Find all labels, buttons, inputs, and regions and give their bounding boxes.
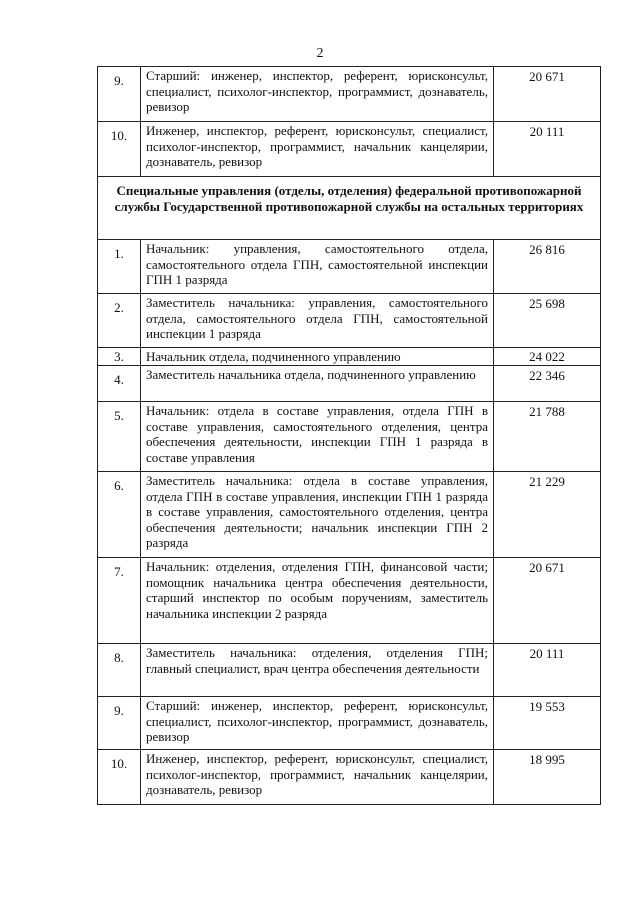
table-row — [98, 67, 601, 122]
row-number: 1. — [98, 240, 141, 294]
section-title: Специальные управления (отделы, отделения) федеральной противопожарной службы Государственной противопожарной службы на остальных территориях — [98, 177, 601, 240]
row-number: 2. — [98, 294, 141, 348]
table-row — [98, 240, 601, 294]
table-row — [98, 750, 601, 805]
position-description: Заместитель начальника: отделения, отделения ГПН; главный специалист, врач центра обеспечения деятельности — [141, 644, 494, 697]
salary-table — [97, 66, 601, 805]
salary-value: 25 698 — [494, 294, 601, 348]
row-number: 10. — [98, 750, 141, 805]
row-number: 6. — [98, 472, 141, 558]
row-number: 4. — [98, 366, 141, 402]
section-header-row — [98, 177, 601, 240]
position-description: Старший: инженер, инспектор, референт, юрисконсульт, специалист, психолог-инспектор, программист, дознаватель, ревизор — [141, 697, 494, 750]
salary-value: 21 788 — [494, 402, 601, 472]
table-row — [98, 558, 601, 644]
table-row — [98, 122, 601, 177]
salary-value: 24 022 — [494, 348, 601, 366]
table-row — [98, 294, 601, 348]
salary-value: 20 671 — [494, 558, 601, 644]
row-number: 10. — [98, 122, 141, 177]
salary-value: 20 111 — [494, 122, 601, 177]
salary-value: 26 816 — [494, 240, 601, 294]
position-description: Начальник отдела, подчиненного управлению — [141, 348, 494, 366]
salary-value: 21 229 — [494, 472, 601, 558]
table-row — [98, 402, 601, 472]
salary-value: 20 111 — [494, 644, 601, 697]
row-number: 3. — [98, 348, 141, 366]
position-description: Старший: инженер, инспектор, референт, юрисконсульт, специалист, психолог-инспектор, программист, дознаватель, ревизор — [141, 67, 494, 122]
row-number: 5. — [98, 402, 141, 472]
position-description: Начальник: управления, самостоятельного отдела, самостоятельного отдела ГПН, самостоятельной инспекции ГПН 1 разряда — [141, 240, 494, 294]
position-description: Заместитель начальника отдела, подчиненного управлению — [141, 366, 494, 402]
table-row — [98, 366, 601, 402]
row-number: 8. — [98, 644, 141, 697]
position-description: Заместитель начальника: отдела в составе управления, отдела ГПН в составе управления, инспекции ГПН 1 разряда в составе управления, самостоятельного отделения, центра обеспечения деятельности; начальник инспекции ГПН 2 разряда — [141, 472, 494, 558]
page-number: 2 — [316, 46, 324, 61]
row-number: 9. — [98, 697, 141, 750]
table-row — [98, 697, 601, 750]
row-number: 7. — [98, 558, 141, 644]
salary-value: 22 346 — [494, 366, 601, 402]
table-row — [98, 644, 601, 697]
salary-value: 19 553 — [494, 697, 601, 750]
table-row — [98, 348, 601, 366]
position-description: Начальник: отделения, отделения ГПН, финансовой части; помощник начальника центра обеспечения деятельности, старший инспектор по особым поручениям, заместитель начальника инспекции 2 разряда — [141, 558, 494, 644]
position-description: Заместитель начальника: управления, самостоятельного отдела, самостоятельного отдела ГПН, самостоятельной инспекции 1 разряда — [141, 294, 494, 348]
salary-value: 18 995 — [494, 750, 601, 805]
salary-value: 20 671 — [494, 67, 601, 122]
table-row — [98, 472, 601, 558]
position-description: Инженер, инспектор, референт, юрисконсульт, специалист, психолог-инспектор, программист, начальник канцелярии, дознаватель, ревизор — [141, 122, 494, 177]
position-description: Начальник: отдела в составе управления, отдела ГПН в составе управления, самостоятельного отделения, центра обеспечения деятельности, инспекции ГПН 1 разряда в составе управления — [141, 402, 494, 472]
row-number: 9. — [98, 67, 141, 122]
position-description: Инженер, инспектор, референт, юрисконсульт, специалист, психолог-инспектор, программист, начальник канцелярии, дознаватель, ревизор — [141, 750, 494, 805]
